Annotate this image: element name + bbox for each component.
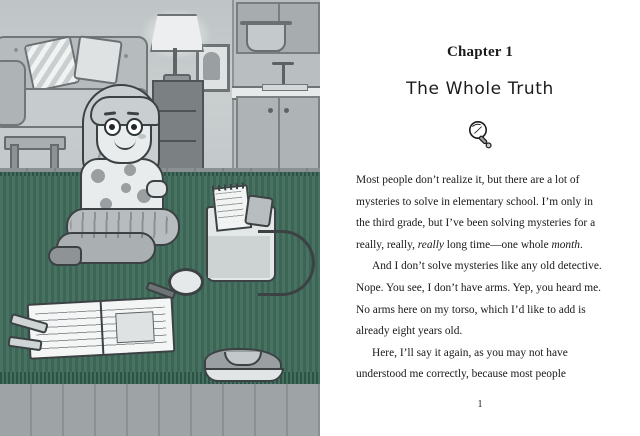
cheek (138, 134, 146, 139)
lower-cabinets (236, 96, 320, 172)
sink (262, 84, 308, 91)
magnifying-glass-icon (463, 118, 497, 152)
notebook-sketch (115, 311, 155, 343)
foot (48, 246, 82, 266)
plain-cushion (73, 35, 123, 85)
shoe-sole (204, 368, 284, 382)
lamp-shade (150, 14, 204, 52)
open-notebook (27, 296, 176, 360)
bag-contents-item (244, 194, 274, 227)
page-number: 1 (477, 399, 483, 410)
chapter-ornament (320, 118, 640, 152)
hair-bangs (90, 96, 160, 126)
cooking-pot-icon (246, 22, 286, 52)
magnifying-glass-icon (168, 268, 204, 296)
paragraph-2: And I don’t solve mysteries like any old detective. Nope. You see, I don’t have arms. Yep, you heard me. No arms here on my torso, which I’d like to add is already eight years old. (356, 260, 602, 338)
faucet-icon (282, 62, 285, 84)
shoulder (146, 180, 168, 198)
paragraph-3: Here, I’ll say it again, as you may not have understood me correctly, because most people (356, 346, 568, 381)
pupil-right (131, 124, 137, 130)
paragraph-1: Most people don’t realize it, but there are a lot of mysteries to solve in elementary school. I’m only in the third grade, but I’ve been solving mysteries for a really, really, really long time—one whole month. (356, 174, 596, 251)
girl (40, 84, 240, 324)
right-page-text (320, 0, 640, 436)
pupil-left (109, 124, 115, 130)
cushion-stripes (26, 38, 78, 90)
cabinet-knob (268, 108, 273, 113)
cabinet-knob (284, 108, 289, 113)
sofa-arm (0, 60, 26, 126)
striped-leggings (70, 212, 170, 238)
chapter-label: Chapter 1 (446, 44, 514, 60)
floor-foreground (0, 384, 320, 436)
page-title: The Whole Truth (406, 79, 554, 99)
body-text (356, 170, 608, 386)
